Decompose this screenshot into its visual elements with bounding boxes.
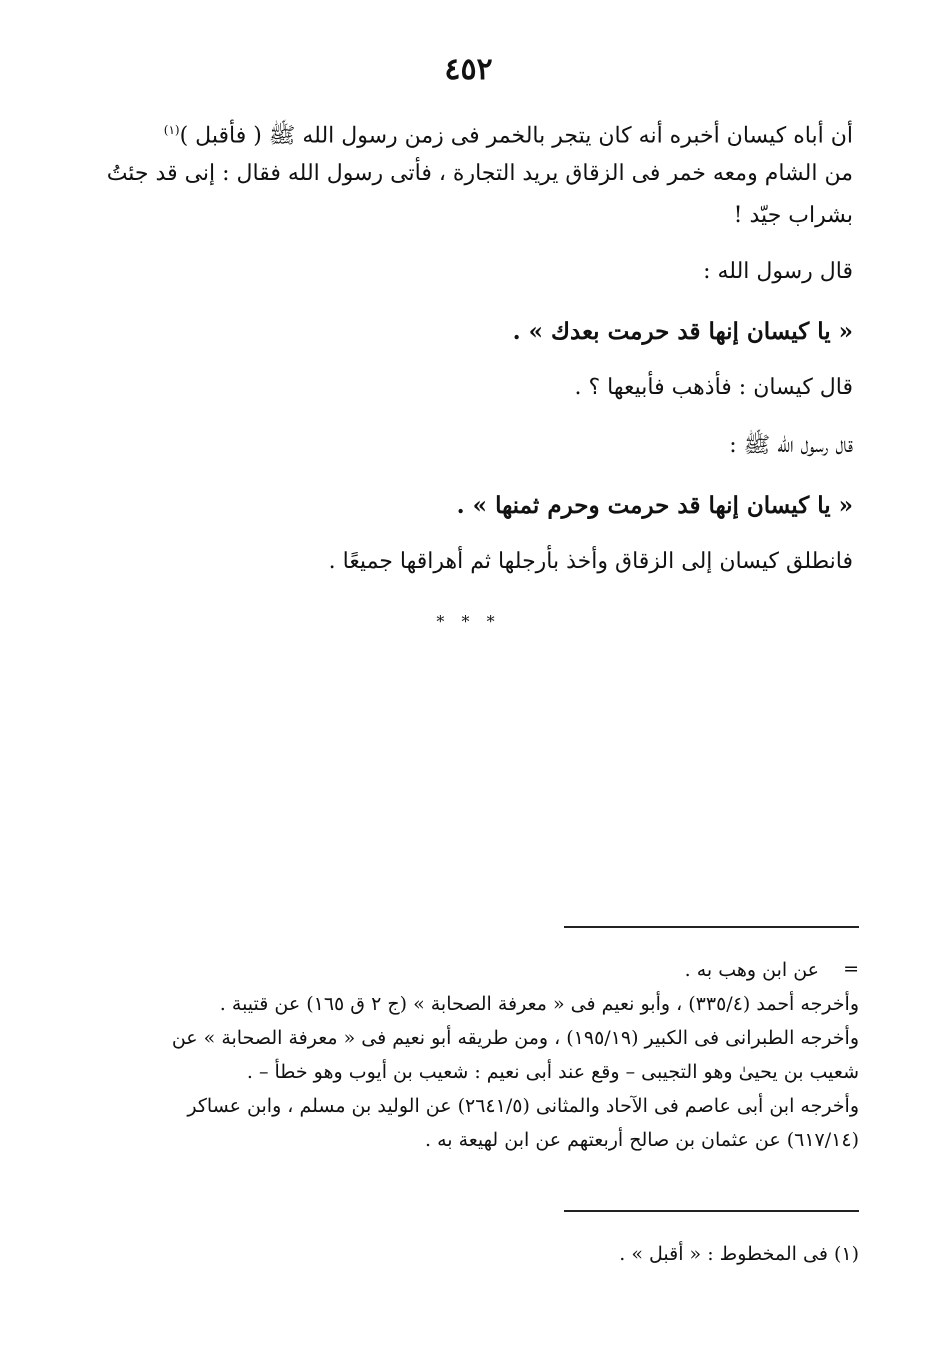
footnote-line: وأخرجه أحمد (٣٣٥/٤) ، وأبو نعيم فى « معرفة الصحابة » (ج ٢ ق ١٦٥) عن قتيبة . bbox=[219, 993, 859, 1015]
paragraph-line-2: من الشام ومعه خمر فى الزقاق يريد التجارة ، فأتى رسول الله فقال : إنى قد جئتُ bbox=[106, 161, 853, 186]
prophet-quote: « يا كيسان إنها قد حرمت وحرم ثمنها » . bbox=[456, 492, 853, 519]
section-separator: * * * bbox=[436, 612, 501, 631]
footnote-line: وأخرجه ابن أبى عاصم فى الآحاد والمثانى (٢٦٤١/٥) عن الوليد بن مسلم ، وابن عساكر bbox=[187, 1095, 859, 1117]
footnote-rule bbox=[564, 1210, 859, 1212]
footnote-marker: (١) bbox=[163, 123, 180, 137]
prophet-quote: « يا كيسان إنها قد حرمت بعدك » . bbox=[512, 318, 853, 345]
paragraph-line-1 bbox=[83, 112, 853, 154]
dialogue-line: قال رسول الله ﷺ : bbox=[729, 433, 853, 458]
footnote-rule bbox=[564, 926, 859, 928]
footnote-line: عن ابن وهب به . bbox=[684, 959, 819, 981]
footnote-line: (٦١٧/١٤) عن عثمان بن صالح أربعتهم عن ابن لهيعة به . bbox=[424, 1129, 859, 1151]
page-number: ٤٥٢ bbox=[444, 52, 493, 87]
dialogue-line: فانطلق كيسان إلى الزقاق وأخذ بأرجلها ثم أهراقها جميعًا . bbox=[328, 549, 853, 574]
footnote-1: (١) فى المخطوط : « أقبل » . bbox=[619, 1243, 859, 1265]
footnote-line: وأخرجه الطبرانى فى الكبير (١٩٥/١٩) ، ومن طريقه أبو نعيم فى « معرفة الصحابة » عن bbox=[171, 1027, 859, 1049]
dialogue-line: قال كيسان : فأذهب فأبيعها ؟ . bbox=[574, 375, 853, 400]
continuation-mark: = bbox=[843, 958, 859, 980]
paragraph-text: أن أباه كيسان أخبره أنه كان يتجر بالخمر فى زمن رسول الله ﷺ ( فأقبل ) bbox=[179, 123, 853, 149]
paragraph-line-3: بشراب جيّد ! bbox=[733, 203, 853, 228]
dialogue-line: قال رسول الله : bbox=[703, 259, 853, 284]
footnote-line: شعيب بن يحيىٰ وهو التجيبى – وقع عند أبى نعيم : شعيب بن أيوب وهو خطأ – . bbox=[246, 1061, 859, 1083]
